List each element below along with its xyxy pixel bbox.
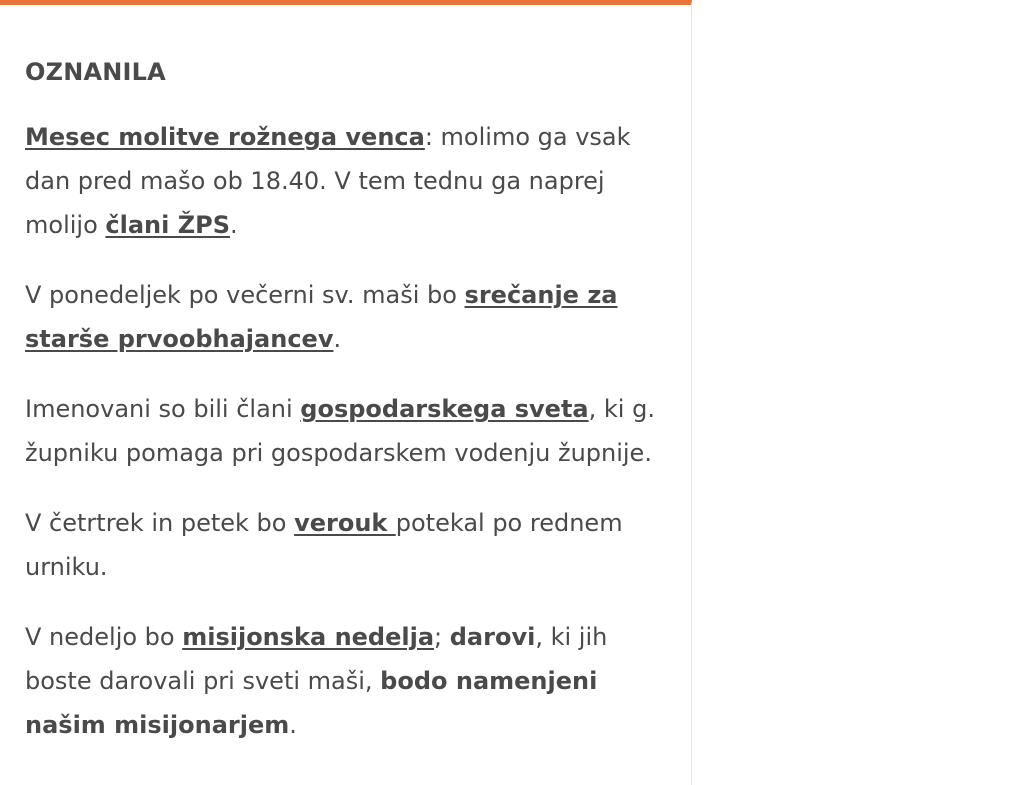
economic-council-link[interactable]: gospodarskega sveta (300, 395, 589, 423)
notice-catechism (25, 501, 675, 589)
notice-text: ; (434, 623, 450, 651)
notice-text: , ki g. župniku pomaga pri gospodarskem vodenju župnije. (25, 395, 655, 467)
notice-text: potekal po rednem urniku. (25, 509, 623, 581)
announcements-content (25, 55, 675, 773)
notice-text: V četrtrek in petek bo (25, 509, 295, 537)
notice-text: : molimo ga vsak dan pred mašo ob 18.40. V tem tednu ga naprej molijo (25, 123, 631, 239)
zps-members-link[interactable]: člani ŽPS (105, 211, 230, 239)
notice-text: V nedeljo bo (25, 623, 183, 651)
notice-text: , ki jih boste darovali pri sveti maši, (25, 623, 608, 695)
notice-mission-sunday (25, 615, 675, 747)
notice-economic-council (25, 387, 675, 475)
section-heading: OZNANILA (25, 58, 166, 86)
rosary-month-link[interactable]: Mesec molitve rožnega venca (25, 123, 425, 151)
notice-parents-meeting (25, 273, 675, 361)
catechism-link[interactable]: verouk (294, 509, 396, 537)
mission-sunday-link[interactable]: misijonska nedelja (182, 623, 435, 651)
parents-meeting-link[interactable]: srečanje za starše prvoobhajancev (25, 281, 618, 353)
notice-text: . (333, 325, 342, 353)
notice-text: . (229, 211, 238, 239)
notice-text: V ponedeljek po večerni sv. maši bo (25, 281, 465, 309)
notice-text: . (289, 711, 297, 739)
notice-text: Imenovani so bili člani (25, 395, 301, 423)
missionaries-note: bodo namenjeni našim misijonarjem (25, 667, 598, 739)
offerings-label: darovi (449, 623, 536, 651)
notice-rosary (25, 115, 675, 247)
